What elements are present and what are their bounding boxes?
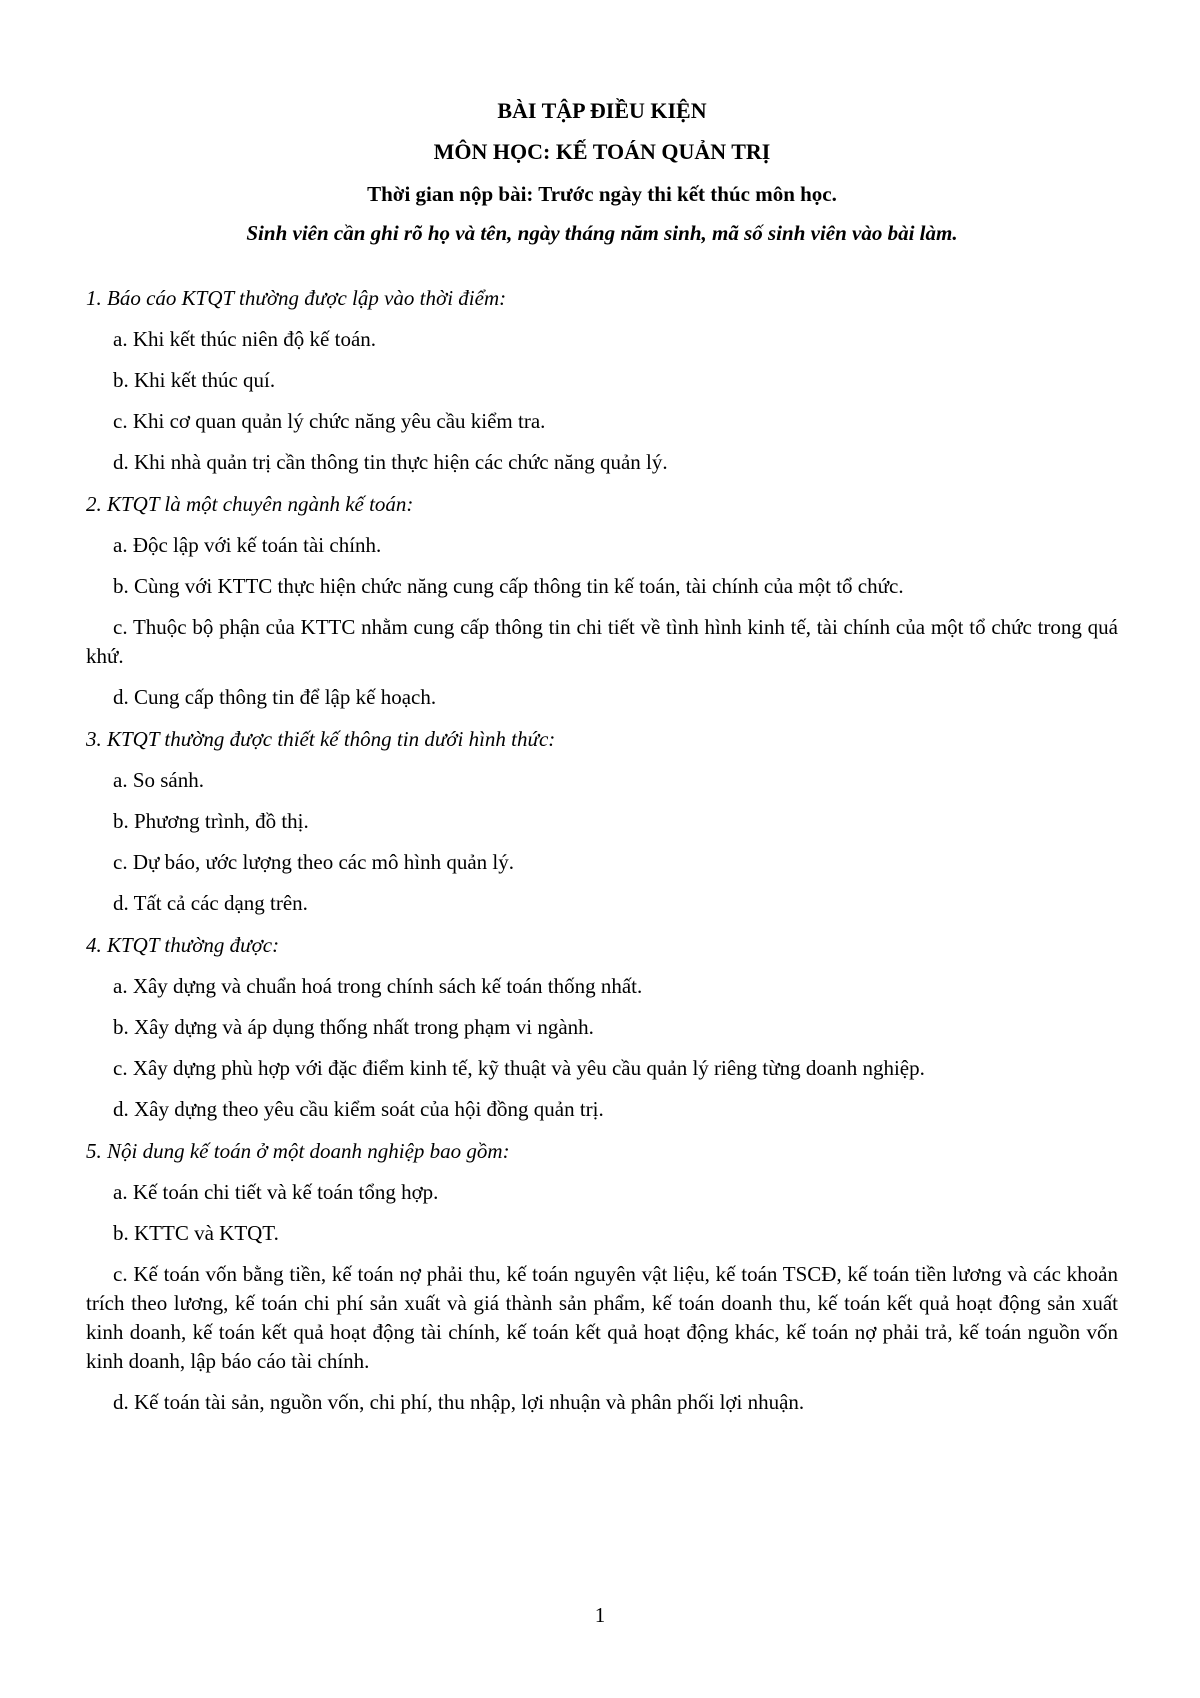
answer-option: c. Dự báo, ước lượng theo các mô hình quản lý. [113, 850, 515, 874]
question-text: 2. KTQT là một chuyên ngành kế toán: [86, 492, 414, 516]
question-list [86, 283, 1118, 1417]
question-5 [86, 1136, 1118, 1417]
question-text: 1. Báo cáo KTQT thường được lập vào thời điểm: [86, 286, 507, 310]
document-page [86, 96, 1118, 1429]
submission-deadline: Thời gian nộp bài: Trước ngày thi kết thúc môn học. [367, 182, 837, 206]
question-2 [86, 489, 1118, 712]
question-text: 3. KTQT thường được thiết kế thông tin dưới hình thức: [86, 727, 556, 751]
answer-option: b. Phương trình, đồ thị. [113, 809, 309, 833]
answer-option: b. Xây dựng và áp dụng thống nhất trong phạm vi ngành. [113, 1015, 594, 1039]
page-number: 1 [594, 1603, 606, 1627]
answer-option: c. Khi cơ quan quản lý chức năng yêu cầu kiểm tra. [113, 409, 546, 433]
answer-option: a. So sánh. [113, 768, 204, 792]
question-text: 5. Nội dung kế toán ở một doanh nghiệp bao gồm: [86, 1139, 510, 1163]
answer-option: a. Kế toán chi tiết và kế toán tổng hợp. [113, 1180, 439, 1204]
answer-option: d. Xây dựng theo yêu cầu kiểm soát của hội đồng quản trị. [113, 1097, 604, 1121]
question-3 [86, 724, 1118, 918]
answer-option: b. Cùng với KTTC thực hiện chức năng cung cấp thông tin kế toán, tài chính của một tổ chức. [113, 574, 904, 598]
answer-option: c. Kế toán vốn bằng tiền, kế toán nợ phải thu, kế toán nguyên vật liệu, kế toán TSCĐ, kế toán tiền lương và các khoản trích theo lương, kế toán chi phí sản xuất và giá thành sản phẩm, kế toán doanh thu, kế toán kết quả hoạt động sản xuất kinh doanh, kế toán kết quả hoạt động tài chính, kế toán kết quả hoạt động khác, kế toán nợ phải trả, kế toán nguồn vốn kinh doanh, lập báo cáo tài chính. [86, 1262, 1118, 1373]
question-4 [86, 930, 1118, 1124]
document-title: BÀI TẬP ĐIỀU KIỆN [497, 98, 707, 123]
answer-option: a. Xây dựng và chuẩn hoá trong chính sách kế toán thống nhất. [113, 974, 643, 998]
answer-option: c. Thuộc bộ phận của KTTC nhằm cung cấp thông tin chi tiết về tình hình kinh tế, tài chính của một tổ chức trong quá khứ. [86, 615, 1118, 668]
answer-option: b. Khi kết thúc quí. [113, 368, 276, 392]
question-text: 4. KTQT thường được: [86, 933, 280, 957]
answer-option: a. Khi kết thúc niên độ kế toán. [113, 327, 377, 351]
student-instruction-note: Sinh viên cần ghi rõ họ và tên, ngày tháng năm sinh, mã số sinh viên vào bài làm. [246, 221, 958, 245]
answer-option: b. KTTC và KTQT. [113, 1221, 279, 1245]
question-1 [86, 283, 1118, 477]
answer-option: d. Tất cả các dạng trên. [113, 891, 308, 915]
answer-option: a. Độc lập với kế toán tài chính. [113, 533, 382, 557]
answer-option: d. Cung cấp thông tin để lập kế hoạch. [113, 685, 437, 709]
answer-option: d. Kế toán tài sản, nguồn vốn, chi phí, thu nhập, lợi nhuận và phân phối lợi nhuận. [113, 1390, 805, 1414]
subject-title: MÔN HỌC: KẾ TOÁN QUẢN TRỊ [433, 139, 771, 164]
answer-option: d. Khi nhà quản trị cần thông tin thực hiện các chức năng quản lý. [113, 450, 668, 474]
document-header [86, 96, 1118, 248]
answer-option: c. Xây dựng phù hợp với đặc điểm kinh tế, kỹ thuật và yêu cầu quản lý riêng từng doanh nghiệp. [113, 1056, 925, 1080]
